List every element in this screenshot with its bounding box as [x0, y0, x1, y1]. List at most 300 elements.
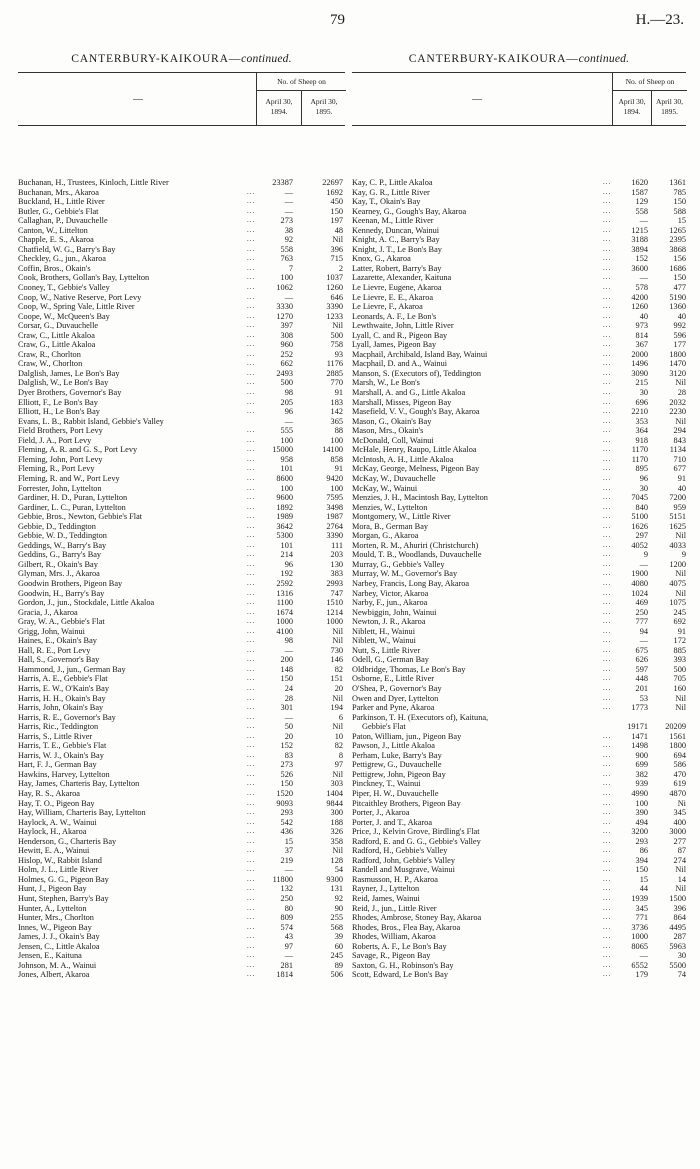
leader-dots: ...: [603, 798, 612, 807]
sheep-1895: 294: [673, 426, 686, 436]
sheep-1895: 2: [338, 263, 343, 273]
sheep-1894: 1900: [631, 569, 648, 579]
table-row: [352, 770, 686, 780]
sheep-1894: 353: [635, 416, 648, 426]
leader-dots: ...: [247, 559, 256, 568]
sheep-1894: 15: [284, 836, 293, 846]
owner-name: Knight, A. C., Barry's Bay: [352, 235, 440, 245]
table-row: [18, 942, 345, 952]
sheep-1895: 15: [677, 216, 686, 226]
sheep-1895: 5190: [669, 292, 686, 302]
table-row: [18, 541, 345, 551]
owner-name: Hunt, Stephen, Barry's Bay: [18, 894, 109, 904]
table-row: [352, 417, 686, 427]
table-row: [352, 655, 686, 665]
sheep-1895: 111: [331, 540, 343, 550]
leader-dots: ...: [247, 712, 256, 721]
leader-dots: ...: [603, 435, 612, 444]
sheep-1894: 15000: [272, 445, 293, 455]
sheep-1894: 1270: [276, 311, 293, 321]
table-row: [18, 293, 345, 303]
sheep-1895: 1200: [669, 559, 686, 569]
table-row: [352, 942, 686, 952]
sheep-1894: —: [639, 273, 648, 283]
leader-dots: ...: [603, 368, 612, 377]
sheep-1895: 197: [330, 216, 343, 226]
sheep-1895: 470: [673, 769, 686, 779]
owner-name: Elliott, F., Le Bon's Bay: [18, 397, 98, 407]
leader-dots: ...: [603, 598, 612, 607]
owner-name: Le Lievre, F., Akaroa: [352, 302, 423, 312]
sheep-1895: Nil: [675, 693, 686, 703]
table-row: [18, 923, 345, 933]
owner-name: Narby, F., jun., Akaroa: [352, 598, 428, 608]
owner-name: Price, J., Kelvin Grove, Birdling's Flat: [352, 827, 480, 837]
owner-name: Harris, H. H., Okain's Bay: [18, 693, 106, 703]
table-row: [18, 770, 345, 780]
owner-name: Gebbie, D., Teddington: [18, 521, 96, 531]
table-row: [352, 799, 686, 809]
sheep-1894: 24: [284, 683, 293, 693]
sheep-1894: 1215: [631, 225, 648, 235]
sheep-1895: 287: [673, 932, 686, 942]
sheep-1894: —: [639, 636, 648, 646]
sheep-1894: 1000: [631, 932, 648, 942]
leader-dots: ...: [247, 617, 256, 626]
owner-name: Chapple, E. S., Akaroa: [18, 235, 94, 245]
sheep-1894: 200: [280, 655, 293, 665]
sheep-1894: 1100: [276, 598, 293, 608]
sheep-1894: 20: [284, 731, 293, 741]
sheep-1894: 555: [280, 426, 293, 436]
sheep-1895: 39: [334, 932, 343, 942]
sheep-1895: 1260: [326, 283, 343, 293]
sheep-1894: 19171: [627, 722, 648, 732]
table-row: [352, 865, 686, 875]
sheep-1894: 1520: [276, 789, 293, 798]
sheep-1894: 960: [280, 340, 293, 350]
column-title: CANTERBURY-KAIKOURA—continued.: [71, 52, 292, 65]
table-row: [18, 703, 345, 713]
leader-dots: ...: [603, 827, 612, 836]
leader-dots: ...: [247, 894, 256, 903]
leader-dots: ...: [247, 235, 256, 244]
sheep-1895: 150: [673, 273, 686, 283]
table-row: [18, 369, 345, 379]
leader-dots: ...: [247, 741, 256, 750]
table-row: [18, 684, 345, 694]
leader-dots: ...: [247, 397, 256, 406]
table-row: [18, 894, 345, 904]
leader-dots: ...: [603, 894, 612, 903]
sheep-1895: 14100: [322, 445, 343, 455]
leader-dots: ...: [247, 540, 256, 549]
owner-name: Morgan, G., Akaroa: [352, 531, 419, 541]
owner-name: Evans, L. B., Rabbit Island, Gebbie's Valley: [18, 416, 164, 426]
table-row: [18, 312, 345, 322]
owner-name: Lyall, C. and R., Pigeon Bay: [352, 330, 448, 340]
owner-name: Holm, J. L., Little River: [18, 865, 99, 875]
table-row: [18, 302, 345, 312]
owner-name: Mora, B., German Bay: [352, 521, 429, 531]
sheep-1895: 1500: [669, 894, 686, 904]
sheep-1895: 93: [334, 349, 343, 359]
sheep-1895: 87: [677, 846, 686, 856]
owner-name: Macphail, Archibald, Island Bay, Wainui: [352, 349, 488, 359]
owner-name: Checkley, G., jun., Akaroa: [18, 254, 106, 264]
leader-dots: ...: [603, 750, 612, 759]
table-row: [18, 226, 345, 236]
sheep-1894: 1260: [631, 302, 648, 312]
sheep-1894: 2592: [276, 578, 293, 588]
owner-name: Craw, R., Chorlton: [18, 349, 81, 359]
table-row: [352, 913, 686, 923]
owner-name: Murray, W. M., Governor's Bay: [352, 569, 458, 579]
table-row: [18, 522, 345, 532]
owner-name: Goodwin Brothers, Pigeon Bay: [18, 578, 123, 588]
sheep-1894: 809: [280, 913, 293, 923]
table-row: [18, 560, 345, 570]
table-row: [352, 732, 686, 742]
sheep-1894: 1316: [276, 588, 293, 598]
sheep-1894: 1496: [631, 359, 648, 369]
sheep-1894: —: [639, 559, 648, 569]
sheep-1894: 597: [635, 664, 648, 674]
leader-dots: ...: [603, 178, 612, 186]
leader-dots: ...: [603, 674, 612, 683]
owner-name: Parkinson, T. H. (Executors of), Kaituna, Gebbie's Flat: [352, 713, 602, 732]
sheep-1894: 345: [635, 903, 648, 913]
sheep-1894: 1814: [276, 970, 293, 980]
sheep-1894: 252: [280, 349, 293, 359]
table-row: [18, 245, 345, 255]
leader-dots: ...: [247, 951, 256, 960]
table-row: [18, 961, 345, 971]
owner-name: Corsar, G., Duvauchelle: [18, 321, 99, 331]
table-row: [18, 589, 345, 599]
table-row: [18, 398, 345, 408]
table-row: [18, 674, 345, 684]
leader-dots: ...: [247, 311, 256, 320]
leader-dots: ...: [603, 216, 612, 225]
leader-dots: ...: [247, 922, 256, 931]
table-row: [352, 713, 686, 732]
table-row: [352, 331, 686, 341]
leader-dots: ...: [247, 731, 256, 740]
leader-dots: ...: [247, 693, 256, 702]
sheep-1895: 694: [673, 750, 686, 760]
leader-dots: ...: [247, 789, 256, 797]
sheep-1895: 245: [673, 607, 686, 617]
sheep-1894: 494: [635, 817, 648, 827]
table-row: [352, 178, 686, 188]
leader-dots: ...: [247, 874, 256, 883]
sheep-1894: 526: [280, 769, 293, 779]
owner-name: Glyman, Mrs. J., Akaroa: [18, 569, 100, 579]
owner-name: Harris, John, Okain's Bay: [18, 703, 104, 713]
owner-name: Geddings, W., Barry's Bay: [18, 540, 107, 550]
leader-dots: ...: [603, 636, 612, 645]
table-row: [18, 904, 345, 914]
owner-name: Marshall, Misses, Pigeon Bay: [352, 397, 452, 407]
sheep-1895: 596: [673, 330, 686, 340]
table-row: [18, 531, 345, 541]
leader-dots: ...: [603, 235, 612, 244]
leader-dots: ...: [247, 407, 256, 416]
sheep-1894: 3894: [631, 244, 648, 254]
owner-name: Coop, W., Native Reserve, Port Levy: [18, 292, 142, 302]
table-row: [352, 904, 686, 914]
sheep-1894: 150: [635, 865, 648, 875]
sheep-1894: 96: [639, 473, 648, 483]
table-row: [18, 608, 345, 618]
table-row: [18, 732, 345, 742]
table-row: [352, 646, 686, 656]
sheep-1894: 150: [280, 779, 293, 789]
leader-dots: ...: [603, 626, 612, 635]
sheep-1894: 50: [284, 722, 293, 732]
sheep-1895: 1265: [669, 225, 686, 235]
sheep-1894: 574: [280, 922, 293, 932]
sheep-1894: 469: [635, 598, 648, 608]
table-row: [352, 951, 686, 961]
sheep-1895: 151: [330, 674, 343, 684]
owner-name: Craw, C., Little Akaloa: [18, 330, 95, 340]
table-row: [352, 378, 686, 388]
table-row: [352, 760, 686, 770]
owner-name: Field Brothers, Port Levy: [18, 426, 103, 436]
sheep-1895: 2230: [669, 407, 686, 417]
owner-name: McIntosh, A. H., Little Akaloa: [352, 454, 454, 464]
owner-name: Haylock, A. W., Wainui: [18, 817, 97, 827]
owner-name: Hawkins, Harvey, Lyttelton: [18, 769, 110, 779]
leader-dots: ...: [247, 254, 256, 263]
owner-name: Gardiner, L. C., Puran, Lyttelton: [18, 502, 126, 512]
leader-dots: ...: [603, 473, 612, 482]
owner-name: Pettigrew, John, Pigeon Bay: [352, 769, 446, 779]
sheep-1895: 9844: [326, 798, 343, 808]
leader-dots: ...: [603, 197, 612, 206]
leader-dots: ...: [247, 216, 256, 225]
sheep-1894: 92: [284, 235, 293, 245]
sheep-1895: 677: [673, 464, 686, 474]
sheep-1894: 100: [280, 483, 293, 493]
owner-name: McKay, W., Wainui: [352, 483, 418, 493]
leader-dots: ...: [247, 674, 256, 683]
sheep-1894: 8065: [631, 941, 648, 951]
sheep-1894: 86: [639, 846, 648, 856]
owner-name: Buckland, H., Little River: [18, 197, 105, 207]
sheep-1894: 699: [635, 760, 648, 770]
table-row: [18, 417, 345, 427]
table-row: [352, 369, 686, 379]
owner-name: Dalglish, James, Le Bon's Bay: [18, 368, 120, 378]
table-row: [18, 436, 345, 446]
leader-dots: ...: [247, 273, 256, 282]
sheep-1895: 90: [334, 903, 343, 913]
table-row: [18, 646, 345, 656]
leader-dots: ...: [603, 407, 612, 416]
sheep-1895: 1037: [326, 273, 343, 283]
owner-name: Hunt, J., Pigeon Bay: [18, 884, 87, 894]
table-row: [352, 340, 686, 350]
owner-name: Rhodes, Bros., Flea Bay, Akaroa: [352, 922, 461, 932]
table-row: [18, 627, 345, 637]
sheep-1895: 1075: [669, 598, 686, 608]
table-row: [352, 359, 686, 369]
table-row: [18, 913, 345, 923]
header-1895: April 30, 1895.: [651, 90, 687, 125]
leader-dots: ...: [603, 836, 612, 845]
sheep-1895: 160: [673, 683, 686, 693]
sheep-1895: 2395: [669, 235, 686, 245]
sheep-1895: 20209: [665, 722, 686, 732]
sheep-1895: 3120: [669, 368, 686, 378]
table-row: [18, 694, 345, 704]
sheep-1894: 100: [280, 435, 293, 445]
owner-name: Le Lievre, Eugene, Akaroa: [352, 283, 442, 293]
leader-dots: ...: [603, 493, 612, 502]
sheep-1894: 83: [284, 750, 293, 760]
sheep-1894: 101: [280, 464, 293, 474]
leader-dots: ...: [247, 483, 256, 492]
sheep-1894: 201: [635, 683, 648, 693]
table-row: [352, 436, 686, 446]
owner-name: Callaghan, P., Duvauchelle: [18, 216, 108, 226]
sheep-1894: 273: [280, 216, 293, 226]
table-row: [18, 818, 345, 828]
table-row: [352, 254, 686, 264]
table-row: [352, 245, 686, 255]
owner-name: Buchanan, Mrs., Akaroa: [18, 187, 99, 197]
sheep-1895: 48: [334, 225, 343, 235]
owner-name: Dyer Brothers, Governor's Bay: [18, 388, 122, 398]
owner-name: Porter, J. and T., Akaroa: [352, 817, 433, 827]
leader-dots: ...: [603, 645, 612, 654]
sheep-1895: 1625: [669, 521, 686, 531]
table-row: [352, 493, 686, 503]
table-row: [18, 178, 345, 188]
sheep-count-header: No. of Sheep on April 30, 1894. April 30, 1895.: [612, 73, 687, 125]
table-row: [352, 312, 686, 322]
sheep-1894: 40: [639, 311, 648, 321]
sheep-1895: Nil: [675, 378, 686, 388]
sheep-1894: 1587: [631, 187, 648, 197]
owner-name: Randell and Musgrave, Wainui: [352, 865, 455, 875]
owner-name: Parker and Pyne, Akaroa: [352, 703, 435, 713]
owner-name: Niblett, H., Wainui: [352, 626, 416, 636]
leader-dots: ...: [603, 884, 612, 893]
table-row: [18, 493, 345, 503]
table-row: [352, 674, 686, 684]
leader-dots: ...: [603, 846, 612, 855]
leader-dots: ...: [247, 426, 256, 435]
sheep-1894: 4052: [631, 540, 648, 550]
owner-name: McDonald, Coll, Wainui: [352, 435, 434, 445]
sheep-1895: 730: [330, 645, 343, 655]
table-row: [18, 722, 345, 732]
sheep-1895: 156: [673, 254, 686, 264]
table-row: [352, 694, 686, 704]
leader-dots: ...: [247, 932, 256, 941]
leader-dots: ...: [603, 388, 612, 397]
owner-name: Kay, T., Okain's Bay: [352, 197, 421, 207]
sheep-1895: 1176: [326, 359, 343, 369]
owner-name: Buchanan, H., Trustees, Kinloch, Little River: [18, 178, 169, 187]
sheep-1895: 30: [677, 951, 686, 961]
table-row: [18, 579, 345, 589]
sheep-1894: 448: [635, 674, 648, 684]
table-row: [352, 398, 686, 408]
sheep-1894: 973: [635, 321, 648, 331]
sheep-1894: 8600: [276, 473, 293, 483]
sheep-1894: 80: [284, 903, 293, 913]
sheep-1894: 1024: [631, 588, 648, 598]
owner-name: Piper, H. W., Duvauchelle: [352, 789, 439, 798]
table-row: [18, 751, 345, 761]
owner-name: Harris, T. E., Gebbie's Flat: [18, 741, 107, 751]
owner-name: Marsh, W., Le Bon's: [352, 378, 420, 388]
leader-dots: ...: [247, 197, 256, 206]
table-row: [352, 569, 686, 579]
leader-dots: ...: [247, 321, 256, 330]
owner-name: James, J. J., Okain's Bay: [18, 932, 100, 942]
leader-dots: ...: [247, 569, 256, 578]
sheep-1895: 4075: [669, 578, 686, 588]
table-row: [18, 970, 345, 980]
sheep-1895: Nil: [332, 235, 343, 245]
sheep-1895: 131: [330, 884, 343, 894]
sheep-1894: 777: [635, 617, 648, 627]
sheep-1894: 301: [280, 703, 293, 713]
sheep-1894: 1939: [631, 894, 648, 904]
owner-name: McKay, W., Duvauchelle: [352, 473, 436, 483]
table-row: [18, 512, 345, 522]
leader-dots: ...: [247, 187, 256, 196]
sheep-1895: Nil: [675, 569, 686, 579]
owner-name: Menzies, W., Lyttelton: [352, 502, 428, 512]
sheep-1894: 1170: [631, 445, 648, 455]
owner-name: Hay, R. S., Akaroa: [18, 789, 80, 798]
owner-name: Perham, Luke, Barry's Bay: [352, 750, 442, 760]
table-row: [352, 541, 686, 551]
leader-dots: ...: [603, 559, 612, 568]
left-table-body: [18, 178, 345, 980]
table-row: [352, 531, 686, 541]
owner-name: Masefield, V. V., Gough's Bay, Akaroa: [352, 407, 480, 417]
sheep-1895: 82: [334, 741, 343, 751]
owner-name: Hay, T. O., Pigeon Bay: [18, 798, 95, 808]
table-row: [352, 550, 686, 560]
sheep-1895: 758: [330, 340, 343, 350]
sheep-1894: 364: [635, 426, 648, 436]
table-row: [18, 359, 345, 369]
sheep-1895: 40: [677, 483, 686, 493]
sheep-1895: 1134: [669, 445, 686, 455]
sheep-1895: 710: [673, 454, 686, 464]
leader-dots: ...: [603, 244, 612, 253]
table-row: [352, 207, 686, 217]
sheep-1895: 130: [330, 559, 343, 569]
table-row: [352, 474, 686, 484]
sheep-1894: 297: [635, 531, 648, 541]
owner-name: Hall, S., Governor's Bay: [18, 655, 100, 665]
leader-dots: ...: [247, 378, 256, 387]
sheep-1894: —: [284, 712, 293, 722]
leader-dots: ...: [247, 283, 256, 292]
table-row: [352, 894, 686, 904]
sheep-1894: 3188: [631, 235, 648, 245]
